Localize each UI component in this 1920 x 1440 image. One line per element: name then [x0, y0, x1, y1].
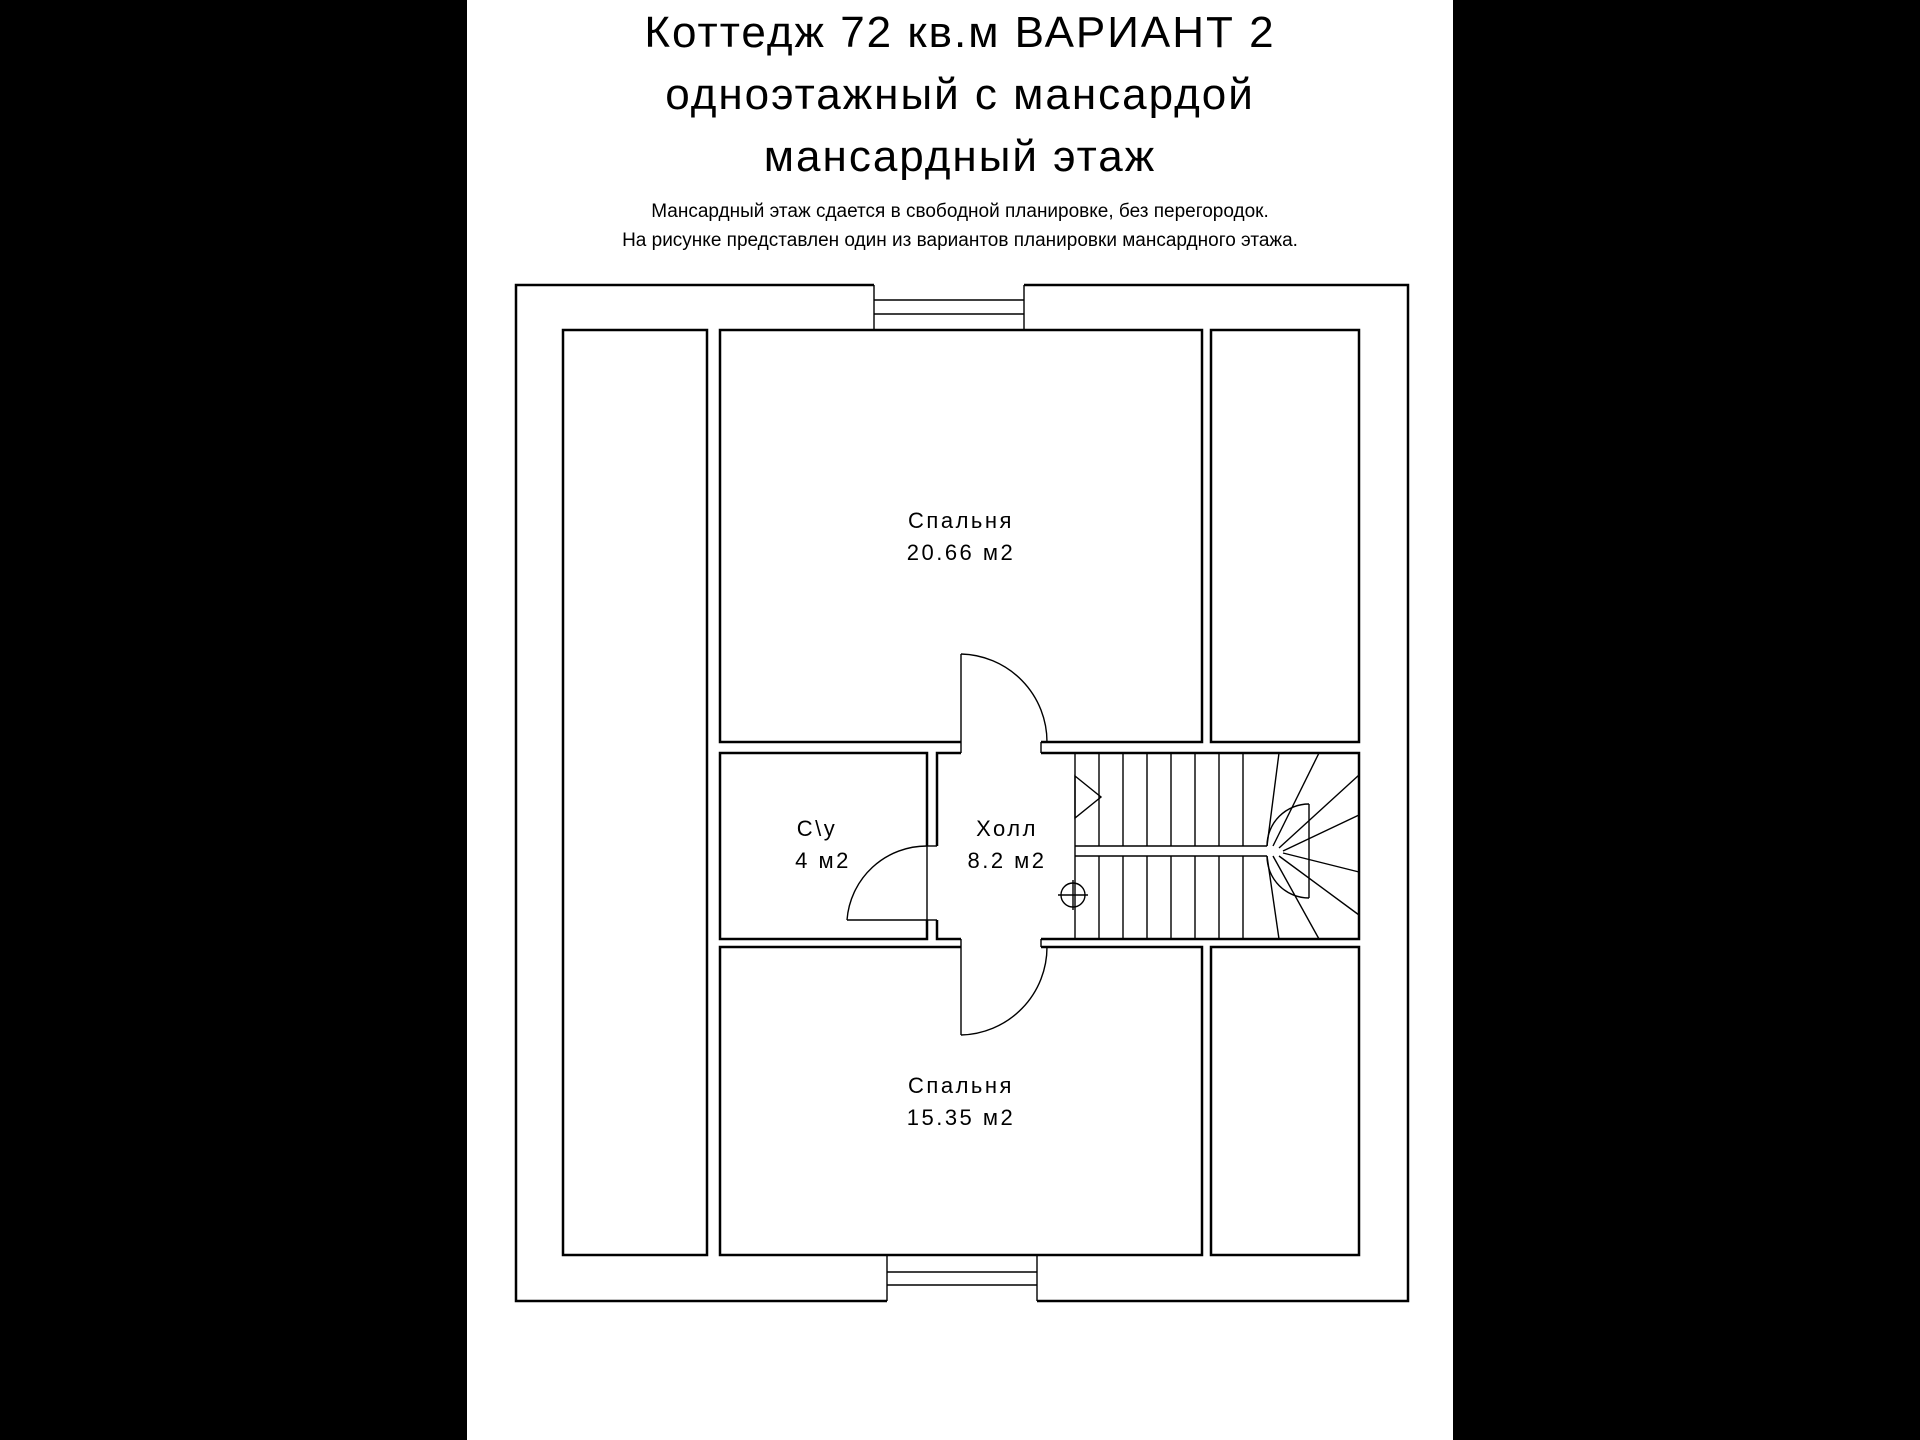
window-bottom [887, 1256, 1037, 1303]
bathroom [720, 753, 927, 939]
note-line-2: На рисунке представлен один из вариантов планировки мансардного этажа. [622, 230, 1298, 251]
window-top [874, 283, 1024, 330]
drawing-sheet [467, 0, 1453, 1440]
hall-area: 8.2 м2 [967, 848, 1047, 873]
bedroom-bottom-name: Спальня [908, 1073, 1014, 1098]
bathroom-area: 4 м2 [795, 848, 851, 873]
title-line-2: одноэтажный с мансардой [665, 70, 1255, 119]
bedroom-bottom-area: 15.35 м2 [906, 1105, 1016, 1130]
bedroom-top-area: 20.66 м2 [906, 540, 1016, 565]
right-storage-zone-bottom [1211, 947, 1359, 1255]
note-line-1: Мансардный этаж сдается в свободной планировке, без перегородок. [651, 201, 1269, 222]
hall-name: Холл [976, 816, 1038, 841]
title-line-1: Коттедж 72 кв.м ВАРИАНТ 2 [644, 8, 1276, 57]
bedroom-top-name: Спальня [908, 508, 1014, 533]
floor-plan [467, 0, 1453, 1440]
bathroom-name: С\у [796, 816, 838, 841]
title-line-3: мансардный этаж [763, 132, 1157, 181]
right-storage-zone-top [1211, 330, 1359, 742]
left-storage-zone [563, 330, 707, 1255]
